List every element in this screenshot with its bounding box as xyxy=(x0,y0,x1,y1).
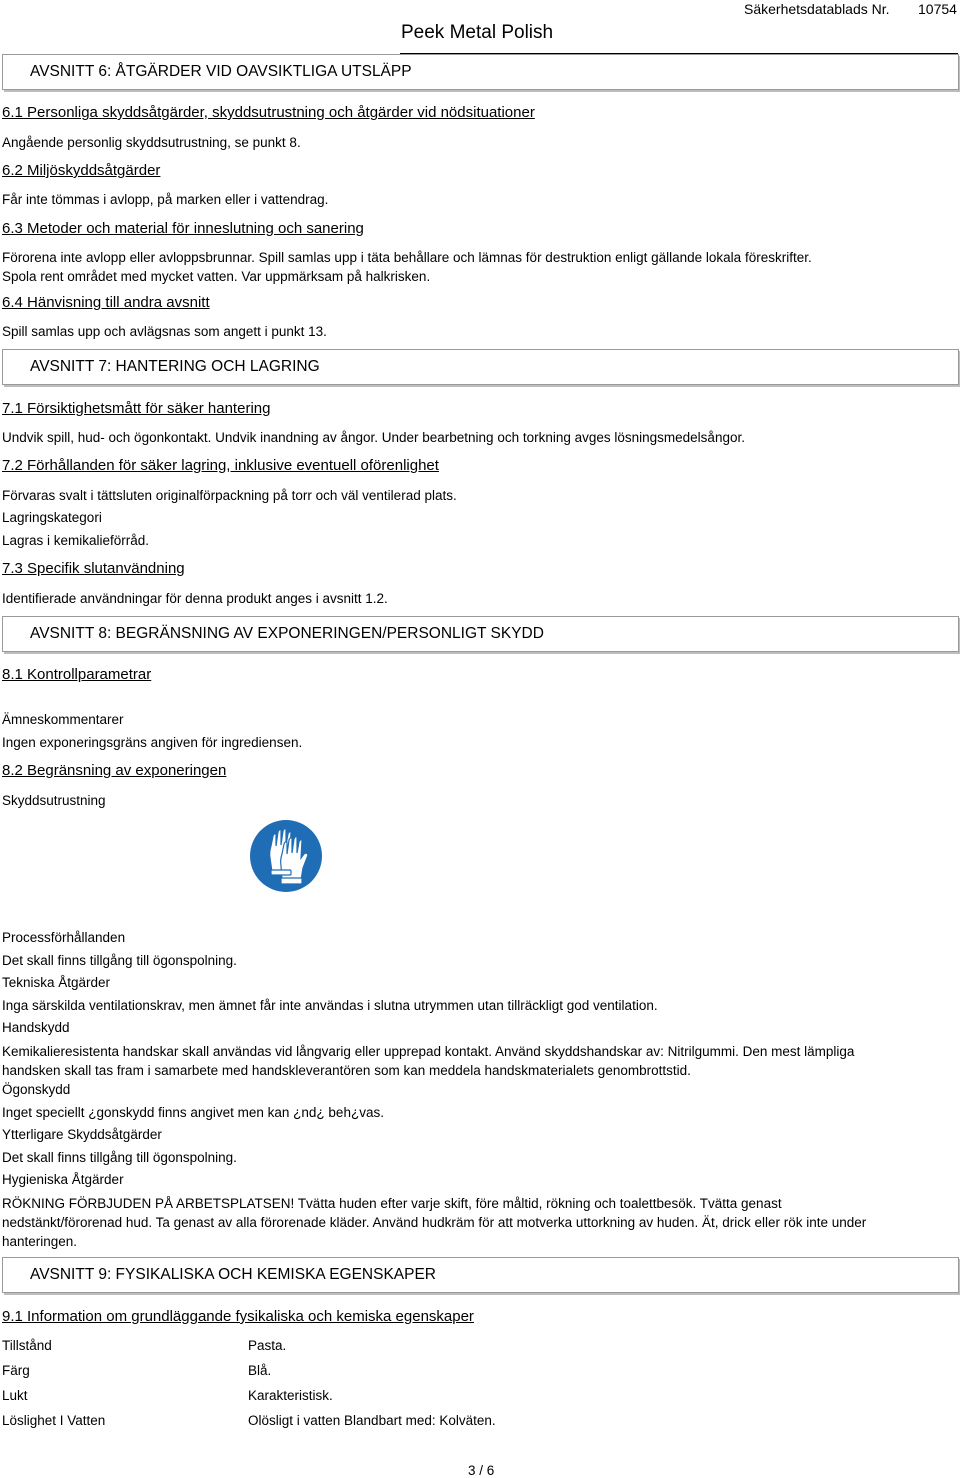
section-8-header xyxy=(2,616,959,652)
prop-value: Blå. xyxy=(248,1363,272,1378)
text-hygieniska: RÖKNING FÖRBJUDEN PÅ ARBETSPLATSEN! Tvätta huden efter varje skift, före måltid, rökning och toalettbesök. Tvätta genast nedstänkt/förorenad hud. Ta genast av alla förorenade kläder. Använd hudkräm för att motverka uttorkning av huden. Ät, drick eller rök inte under hanteringen. xyxy=(2,1196,867,1249)
sds-number: 10754 xyxy=(918,1,957,17)
heading-6-1: 6.1 Personliga skyddsåtgärder, skyddsutrustning och åtgärder vid nödsituationer xyxy=(2,104,535,121)
text-6-4: Spill samlas upp och avlägsnas som angett i punkt 13. xyxy=(2,324,327,339)
heading-6-4: 6.4 Hänvisning till andra avsnitt xyxy=(2,294,210,311)
prop-label: Löslighet I Vatten xyxy=(2,1413,106,1428)
heading-7-2: 7.2 Förhållanden för säker lagring, inklusive eventuell oförenlighet xyxy=(2,457,439,474)
text-6-2: Får inte tömmas i avlopp, på marken eller i vattendrag. xyxy=(2,192,329,207)
section-6-title: AVSNITT 6: ÅTGÄRDER VID OAVSIKTLIGA UTSLÄPP xyxy=(30,63,412,80)
label-processforhallanden: Processförhållanden xyxy=(2,930,126,945)
heading-8-2: 8.2 Begränsning av exponeringen xyxy=(2,762,227,779)
text-7-2b: Lagringskategori xyxy=(2,510,102,525)
heading-7-3: 7.3 Specifik slutanvändning xyxy=(2,560,185,577)
section-9-title: AVSNITT 9: FYSIKALISKA OCH KEMISKA EGENSKAPER xyxy=(30,1266,437,1283)
text-7-1: Undvik spill, hud- och ögonkontakt. Undvik inandning av ångor. Under bearbetning och torkning avges lösningsmedelsångor. xyxy=(2,430,745,445)
label-tekniska-atgarder: Tekniska Åtgärder xyxy=(2,975,111,990)
heading-6-2: 6.2 Miljöskyddsåtgärder xyxy=(2,162,161,179)
section-6-header xyxy=(2,54,959,90)
text-ytterligare: Det skall finns tillgång till ögonspolning. xyxy=(2,1150,237,1165)
text-8-1: Ingen exponeringsgräns angiven för ingrediensen. xyxy=(2,735,303,750)
prop-value: Pasta. xyxy=(248,1338,287,1353)
heading-6-3: 6.3 Metoder och material för inneslutning och sanering xyxy=(2,220,364,237)
sds-label: Säkerhetsdatablads Nr. xyxy=(744,1,890,17)
text-6-1: Angående personlig skyddsutrustning, se punkt 8. xyxy=(2,135,301,150)
heading-8-1: 8.1 Kontrollparametrar xyxy=(2,666,152,683)
page-number: 3 / 6 xyxy=(468,1463,495,1478)
prop-label: Lukt xyxy=(2,1388,28,1403)
prop-label: Tillstånd xyxy=(2,1338,52,1353)
prop-value: Olösligt i vatten Blandbart med: Kolväten. xyxy=(248,1413,496,1428)
text-ogonskydd: Inget speciellt ¿gonskydd finns angivet men kan ¿nd¿ beh¿vas. xyxy=(2,1105,384,1120)
text-7-2c: Lagras i kemikalieförråd. xyxy=(2,533,150,548)
label-ogonskydd: Ögonskydd xyxy=(2,1082,71,1097)
label-handskydd: Handskydd xyxy=(2,1020,70,1035)
section-8-title: AVSNITT 8: BEGRÄNSNING AV EXPONERINGEN/PERSONLIGT SKYDD xyxy=(30,625,544,642)
label-hygieniska: Hygieniska Åtgärder xyxy=(2,1172,124,1187)
text-processforhallanden: Det skall finns tillgång till ögonspolning. xyxy=(2,953,237,968)
heading-7-1: 7.1 Försiktighetsmått för säker hantering xyxy=(2,400,271,417)
label-amneskommentarer: Ämneskommentarer xyxy=(2,712,124,727)
prop-value: Karakteristisk. xyxy=(248,1388,333,1403)
text-tekniska-atgarder: Inga särskilda ventilationskrav, men ämnet får inte användas i slutna utrymmen utan tillräckligt god ventilation. xyxy=(2,998,658,1013)
prop-label: Färg xyxy=(2,1363,30,1378)
product-name: Peek Metal Polish xyxy=(401,22,554,43)
label-skyddsutrustning: Skyddsutrustning xyxy=(2,793,106,808)
wear-protective-gloves-icon xyxy=(248,818,324,894)
section-7-header xyxy=(2,349,959,385)
heading-9-1: 9.1 Information om grundläggande fysikaliska och kemiska egenskaper xyxy=(2,1308,474,1325)
section-9-header xyxy=(2,1257,959,1293)
section-7-title: AVSNITT 7: HANTERING OCH LAGRING xyxy=(30,358,320,375)
text-7-3: Identifierade användningar för denna produkt anges i avsnitt 1.2. xyxy=(2,591,388,606)
text-handskydd: Kemikalieresistenta handskar skall användas vid långvarig eller upprepad kontakt. Använd skyddshandskar av: Nitrilgummi. Den mest lämpliga handsken skall tas fram i samarbete med handskleverantören som kan meddela handskmaterialets genombrottstid. xyxy=(2,1044,855,1078)
text-6-3a: Förorena inte avlopp eller avloppsbrunnar. Spill samlas upp i täta behållare och lämnas för destruktion enligt gällande lokala föreskrifter. xyxy=(2,250,812,265)
text-7-2a: Förvaras svalt i tättsluten originalförpackning på torr och väl ventilerad plats. xyxy=(2,488,457,503)
label-ytterligare: Ytterligare Skyddsåtgärder xyxy=(2,1127,162,1142)
text-6-3b: Spola rent området med mycket vatten. Var uppmärksam på halkrisken. xyxy=(2,269,431,284)
